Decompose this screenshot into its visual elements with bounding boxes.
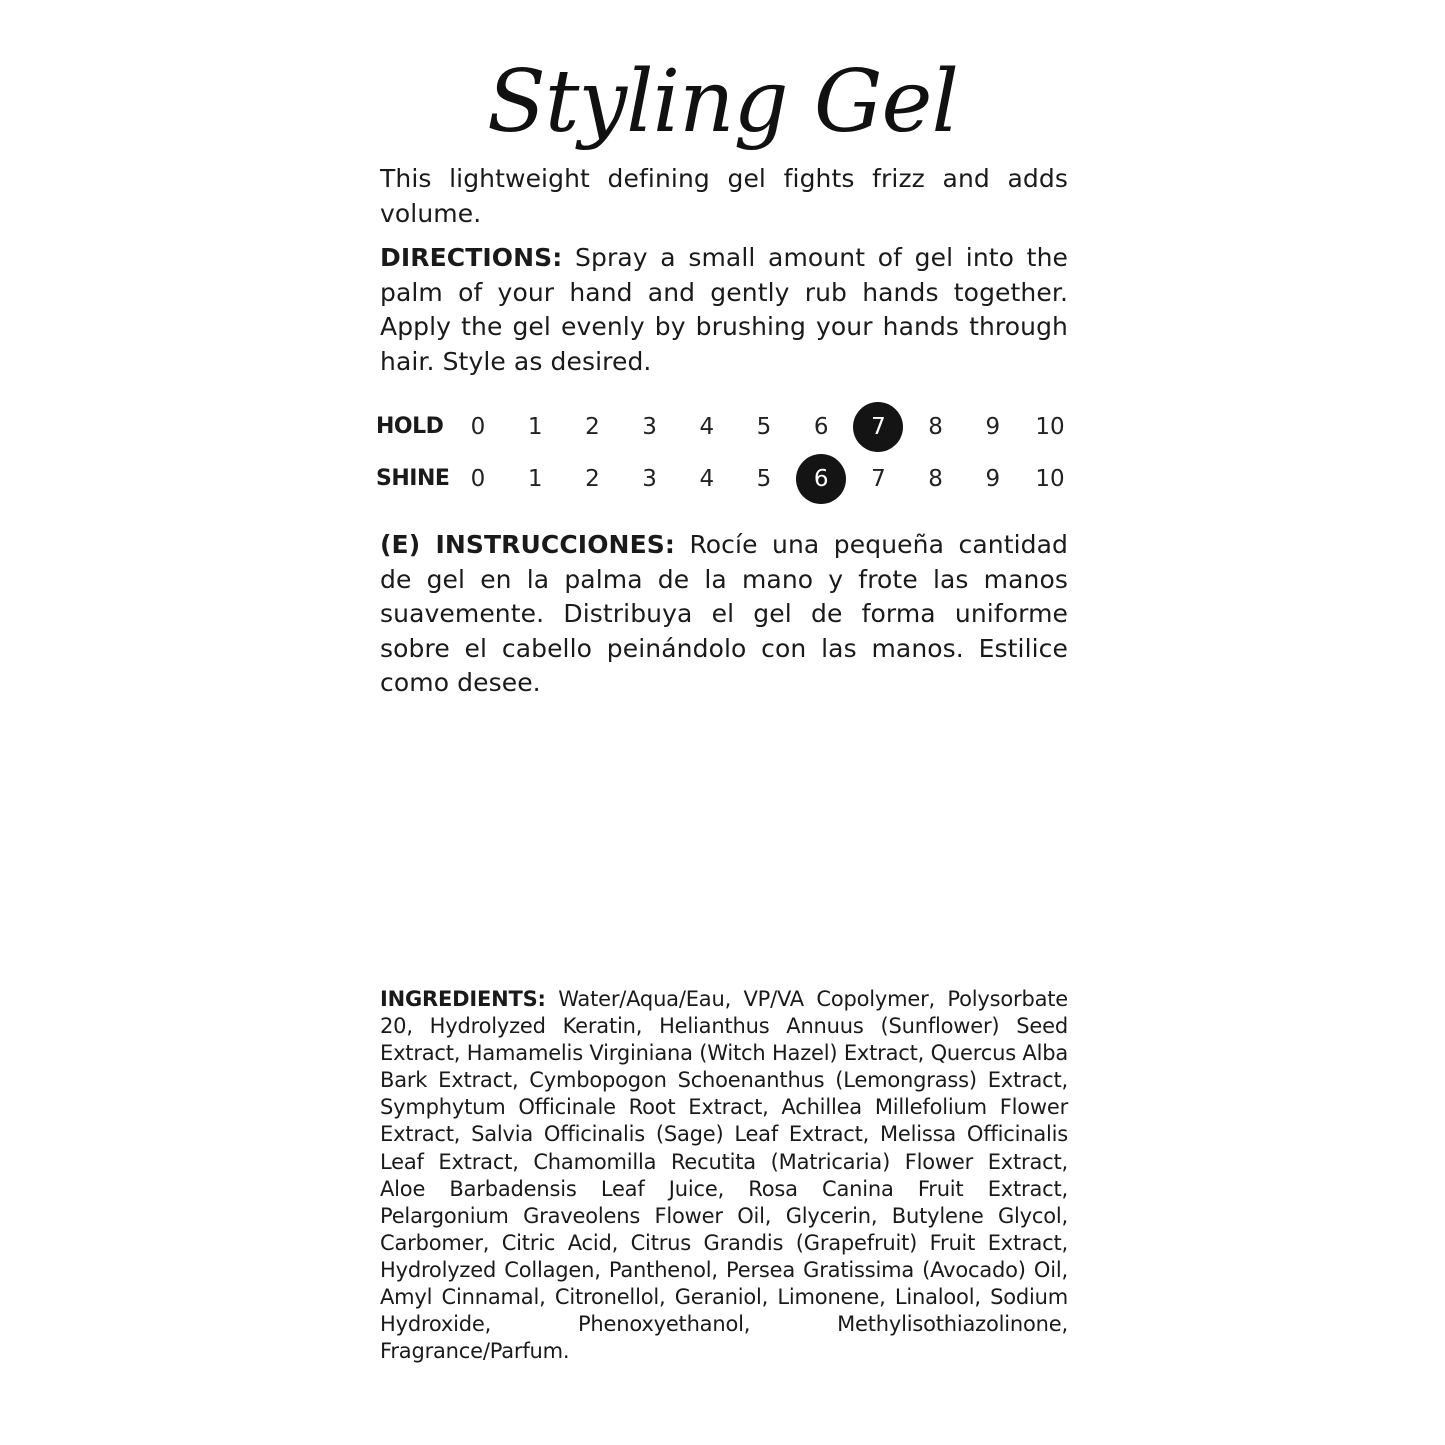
hold-scale-value-8: 8 bbox=[928, 414, 943, 440]
spanish-directions-text: Rocíe una pequeña cantidad de gel en la palma de la mano y frote las manos suavemente. Distribuya el gel de forma uniforme sobre el cabello peinándolo con las manos. Estilice como desee. bbox=[380, 530, 1069, 697]
spanish-directions-label: (E) INSTRUCCIONES: bbox=[380, 530, 675, 559]
ingredients-label: INGREDIENTS: bbox=[380, 987, 546, 1011]
shine-scale-value-7: 7 bbox=[871, 466, 886, 492]
product-title: Styling Gel bbox=[487, 52, 958, 152]
hold-scale-value-10: 10 bbox=[1035, 414, 1065, 440]
ingredients-text: Water/Aqua/Eau, VP/VA Copolymer, Polysorbate 20, Hydrolyzed Keratin, Helianthus Annuus (Sunflower) Seed Extract, Hamamelis Virginiana (Witch Hazel) Extract, Quercus Alba Bark Extract, Cymbopogon Schoenanthus (Lemongrass) Extract, Symphytum Officinale Root Extract, Achillea Millefolium Flower Extract, Salvia Officinalis (Sage) Leaf Extract, Melissa Officinalis Leaf Extract, Chamomilla Recutita (Matricaria) Flower Extract, Aloe Barbadensis Leaf Juice, Rosa Canina Fruit Extract, Pelargonium Graveolens Flower Oil, Glycerin, Butylene Glycol, Carbomer, Citric Acid, Citrus Grandis (Grapefruit) Fruit Extract, Hydrolyzed Collagen, Panthenol, Persea Gratissima (Avocado) Oil, Amyl Cinnamal, Citronellol, Geraniol, Limonene, Linalool, Sodium Hydroxide, Phenoxyethanol, Methylisothiazolinone, Fragrance/Parfum. bbox=[380, 987, 1069, 1364]
hold-scale-value-7: 7 bbox=[853, 402, 903, 452]
directions-label: DIRECTIONS: bbox=[380, 243, 563, 272]
hold-scale-value-9: 9 bbox=[985, 414, 1001, 440]
shine-scale bbox=[376, 453, 1076, 505]
shine-scale-value-1: 1 bbox=[527, 466, 543, 492]
shine-scale-value-8: 8 bbox=[928, 466, 943, 492]
product-description: This lightweight defining gel fights frizz and adds volume. bbox=[380, 164, 1068, 228]
hold-scale-value-1: 1 bbox=[527, 414, 543, 440]
directions-text: Spray a small amount of gel into the palm of your hand and gently rub hands together. Apply the gel evenly by brushing your hands through hair. Style as desired. bbox=[380, 243, 1069, 376]
hold-label: HOLD bbox=[376, 414, 444, 439]
shine-scale-value-0: 0 bbox=[470, 466, 486, 492]
shine-scale-value-10: 10 bbox=[1035, 466, 1065, 492]
shine-label: SHINE bbox=[376, 466, 450, 491]
shine-scale-value-9: 9 bbox=[985, 466, 1001, 492]
hold-scale-value-0: 0 bbox=[470, 414, 486, 440]
shine-scale-value-2: 2 bbox=[585, 466, 600, 492]
shine-scale-value-4: 4 bbox=[699, 466, 715, 492]
ingredients-paragraph bbox=[380, 986, 1068, 1365]
shine-scale-value-6: 6 bbox=[796, 454, 846, 504]
shine-scale-value-3: 3 bbox=[642, 466, 657, 492]
hold-scale bbox=[376, 401, 1076, 453]
hold-scale-value-6: 6 bbox=[813, 414, 829, 440]
hold-scale-value-5: 5 bbox=[756, 414, 772, 440]
spanish-directions-paragraph bbox=[380, 528, 1068, 701]
hold-scale-value-4: 4 bbox=[699, 414, 715, 440]
directions-paragraph bbox=[380, 241, 1068, 379]
shine-scale-value-5: 5 bbox=[756, 466, 772, 492]
hold-scale-value-3: 3 bbox=[642, 414, 657, 440]
hold-scale-value-2: 2 bbox=[585, 414, 600, 440]
